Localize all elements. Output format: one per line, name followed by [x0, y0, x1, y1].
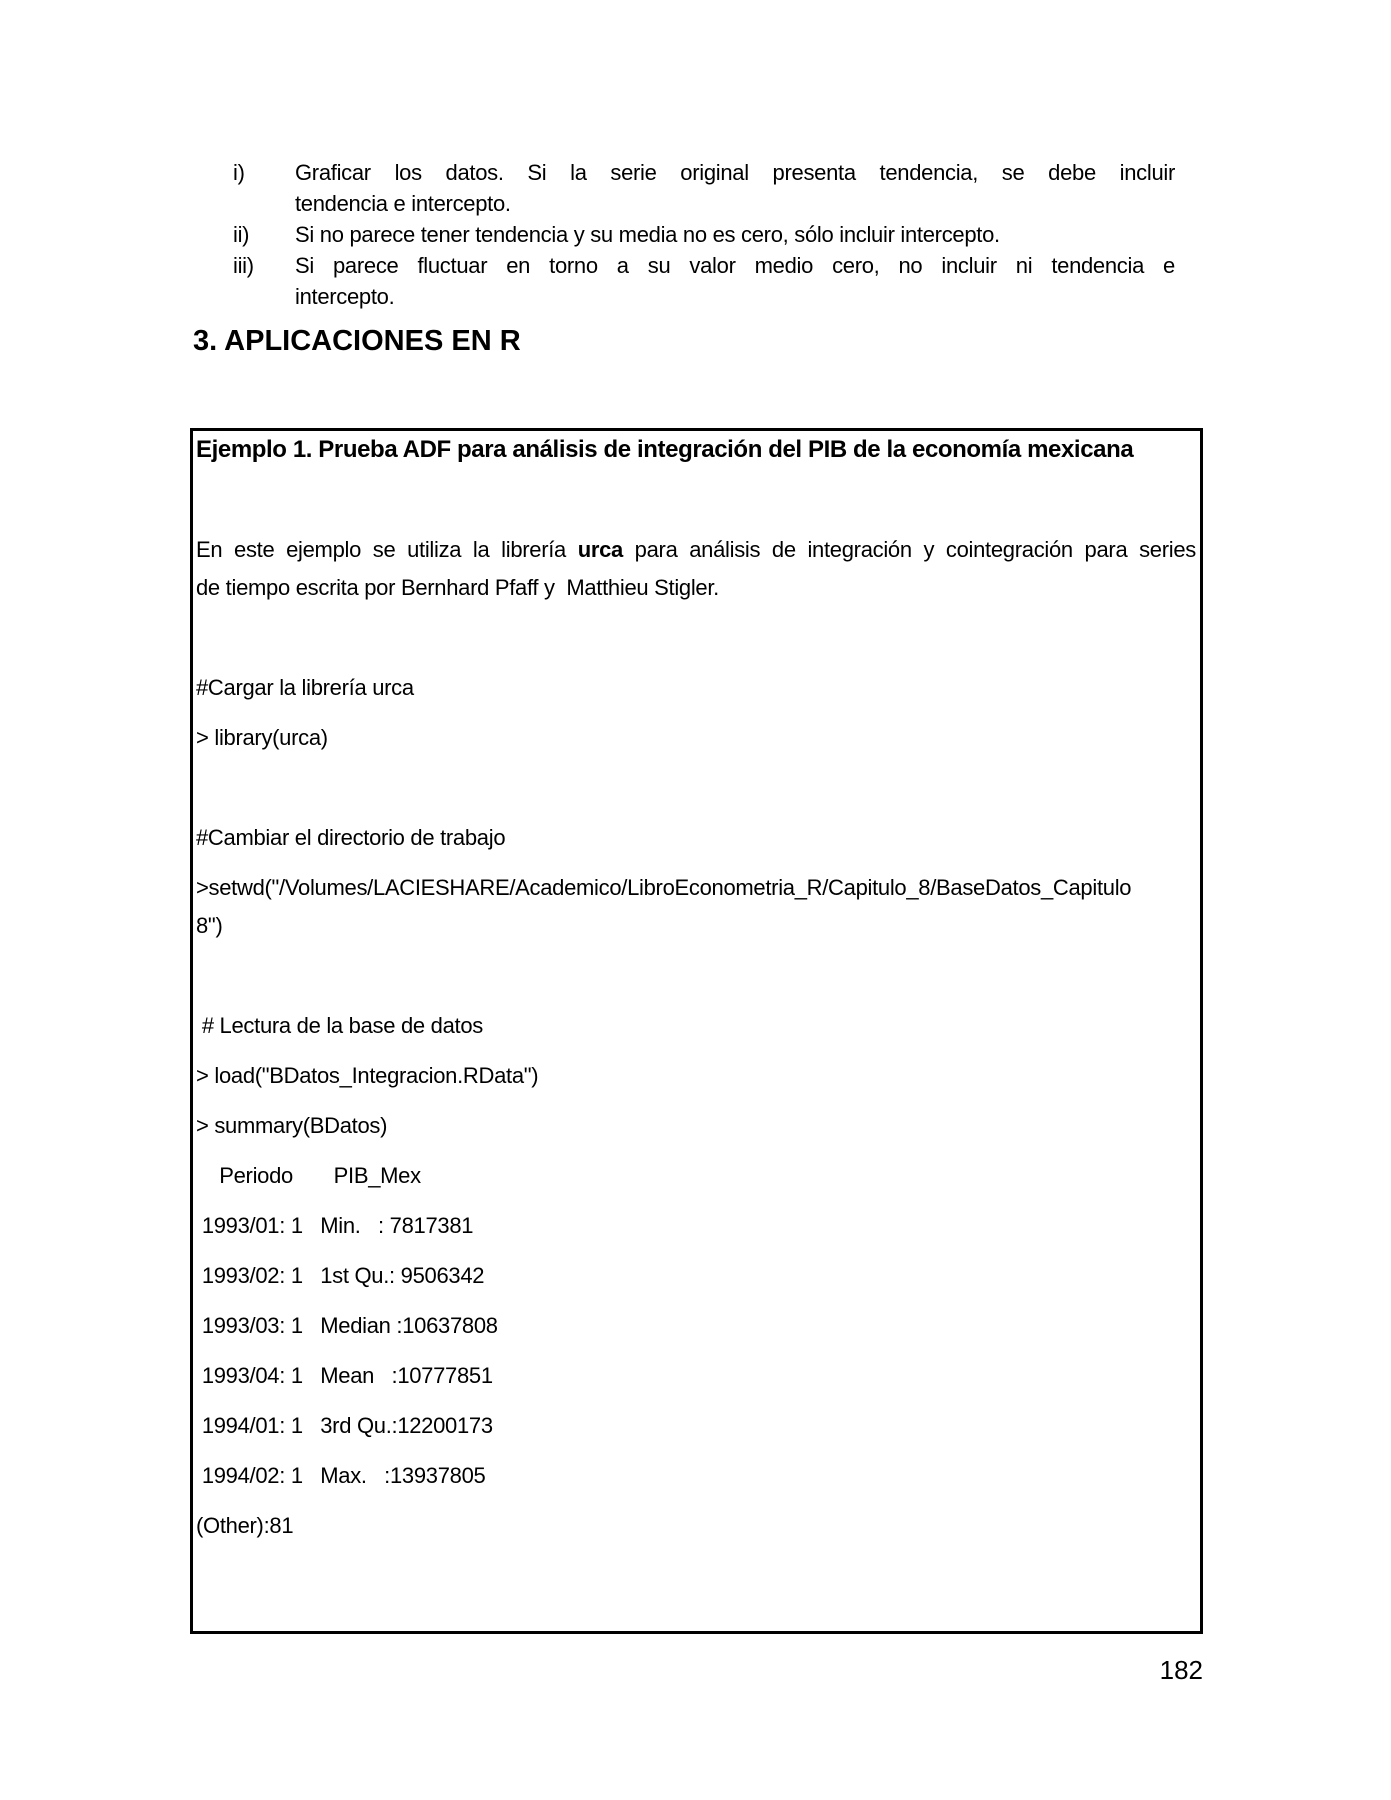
- text-line: [196, 431, 1196, 469]
- text-segment: 1994/01: 1 3rd Qu.:12200173: [196, 1413, 493, 1438]
- text-segment: de tiempo escrita por Bernhard Pfaff y Matthieu Stigler.: [196, 575, 719, 600]
- text-segment: Si no parece tener tendencia y su media no es cero, sólo incluir intercepto.: [295, 222, 1000, 247]
- text-line: [196, 669, 1196, 707]
- text-line: [196, 1057, 1196, 1095]
- box-paragraph: [196, 1057, 1196, 1095]
- list-item: [233, 250, 1175, 312]
- list-item-text: [295, 250, 1175, 312]
- text-line: [196, 1407, 1196, 1445]
- box-paragraph: [196, 669, 1196, 707]
- text-segment: para análisis de integración y cointegración para series: [622, 537, 1196, 562]
- text-line: [196, 907, 1196, 945]
- text-line: [196, 1007, 1196, 1045]
- box-paragraph: [196, 531, 1196, 607]
- blank-line: [196, 481, 1196, 519]
- numbered-list: [233, 157, 1175, 312]
- text-segment: 1994/02: 1 Max. :13937805: [196, 1463, 486, 1488]
- blank-line: [196, 619, 1196, 657]
- example-box-title: [196, 431, 1196, 469]
- box-paragraph: [196, 1357, 1196, 1395]
- text-segment: Ejemplo 1. Prueba ADF para análisis de integración del PIB de la economía mexicana: [196, 436, 1134, 463]
- text-line: [196, 1107, 1196, 1145]
- text-segment: > load("BDatos_Integracion.RData"): [196, 1063, 539, 1088]
- text-segment: intercepto.: [295, 284, 395, 309]
- text-line: [196, 719, 1196, 757]
- text-line: [196, 1507, 1196, 1545]
- list-item-marker: i): [233, 160, 245, 185]
- text-segment: 8"): [196, 913, 223, 938]
- text-line: [196, 1157, 1196, 1195]
- text-segment: Si parece fluctuar en torno a su valor medio cero, no incluir ni tendencia e: [295, 253, 1175, 278]
- box-paragraph: [196, 719, 1196, 757]
- text-line: [196, 1457, 1196, 1495]
- box-paragraph: [196, 1007, 1196, 1045]
- example-box: [190, 428, 1203, 1634]
- text-line: [196, 1357, 1196, 1395]
- list-item-marker: iii): [233, 253, 254, 278]
- list-item: [233, 157, 1175, 219]
- text-line: [295, 219, 1175, 250]
- list-item: [233, 219, 1175, 250]
- text-line: [295, 157, 1175, 188]
- text-line: [196, 869, 1196, 907]
- bold-text: urca: [577, 537, 623, 562]
- text-segment: > library(urca): [196, 725, 328, 750]
- text-segment: 1993/01: 1 Min. : 7817381: [196, 1213, 474, 1238]
- blank-line: [196, 957, 1196, 995]
- text-segment: >setwd("/Volumes/LACIESHARE/Academico/LibroEconometria_R/Capitulo_8/BaseDatos_Capitulo: [196, 875, 1132, 900]
- box-paragraph: [196, 1407, 1196, 1445]
- text-segment: #Cambiar el directorio de trabajo: [196, 825, 506, 850]
- list-item-text: [295, 157, 1175, 219]
- text-line: [295, 250, 1175, 281]
- box-paragraph: [196, 1507, 1196, 1545]
- text-line: [295, 188, 1175, 219]
- text-segment: # Lectura de la base de datos: [196, 1013, 483, 1038]
- text-segment: > summary(BDatos): [196, 1113, 388, 1138]
- text-segment: #Cargar la librería urca: [196, 675, 414, 700]
- text-segment: En este ejemplo se utiliza la librería: [196, 537, 578, 562]
- text-line: [295, 281, 1175, 312]
- text-segment: 1993/04: 1 Mean :10777851: [196, 1363, 493, 1388]
- box-paragraph: [196, 819, 1196, 857]
- text-segment: Graficar los datos. Si la serie original presenta tendencia, se debe incluir: [295, 160, 1175, 185]
- blank-line: [196, 769, 1196, 807]
- list-item-marker: ii): [233, 222, 250, 247]
- text-line: [196, 1307, 1196, 1345]
- text-segment: 1993/02: 1 1st Qu.: 9506342: [196, 1263, 485, 1288]
- text-line: [196, 569, 1196, 607]
- box-paragraph: [196, 1307, 1196, 1345]
- box-paragraph: [196, 869, 1196, 945]
- box-paragraph: [196, 1107, 1196, 1145]
- text-line: [196, 531, 1196, 569]
- box-paragraph: [196, 1207, 1196, 1245]
- page-number: 182: [1159, 1655, 1203, 1685]
- text-line: [196, 819, 1196, 857]
- box-paragraph: [196, 1157, 1196, 1195]
- text-segment: (Other):81: [196, 1513, 294, 1538]
- text-segment: tendencia e intercepto.: [295, 191, 511, 216]
- text-segment: Periodo PIB_Mex: [196, 1163, 421, 1188]
- box-paragraph: [196, 1257, 1196, 1295]
- text-line: [196, 1257, 1196, 1295]
- text-line: [196, 1207, 1196, 1245]
- text-segment: 1993/03: 1 Median :10637808: [196, 1313, 498, 1338]
- section-heading: 3. APLICACIONES EN R: [193, 325, 521, 357]
- box-paragraph: [196, 1457, 1196, 1495]
- list-item-text: [295, 219, 1175, 250]
